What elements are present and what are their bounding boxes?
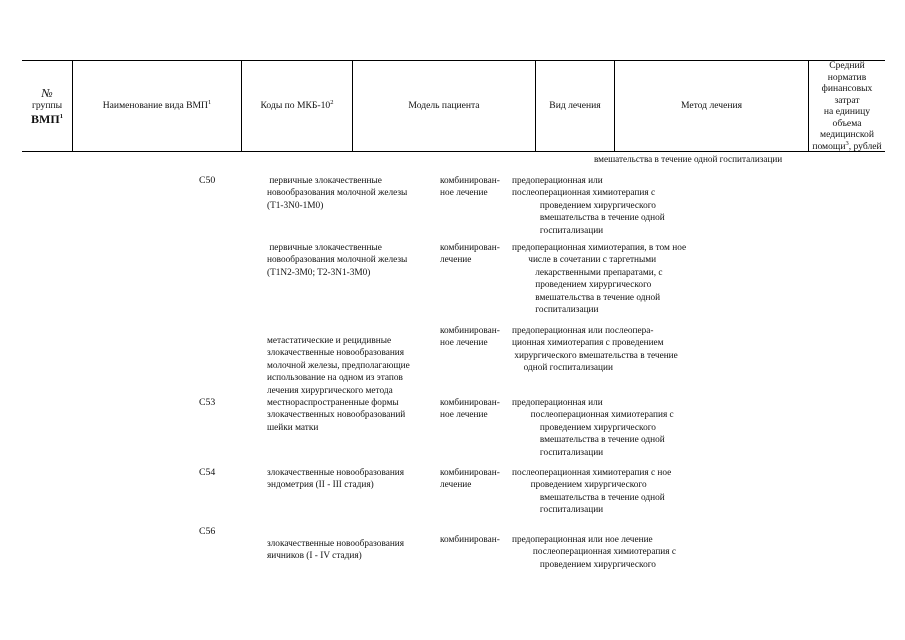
treatment-type: комбинирован- — [440, 535, 500, 545]
header-norm: Средний норматив финансовых затрат на единицу объема медицинской помощи$^3$, рублей — [812, 60, 882, 152]
treatment-method: предоперационная или послеоперационная химиотерапия с проведением хирургического вмешательства в течение одной госпитализации — [512, 176, 665, 236]
patient-model: первичные злокачественные новообразования молочной железы (T1-3N0-1M0) — [267, 176, 408, 211]
patient-model: злокачественные новообразования эндометрия (II - III стадия) — [267, 468, 405, 491]
header-codes: Коды по МКБ-$10^2$ — [260, 99, 334, 112]
header-group-number — [22, 61, 72, 151]
patient-model: первичные злокачественные новообразования молочной железы (T1N2-3M0; T2-3N1-3M0) — [267, 243, 408, 278]
continuation-text: вмешательства в течение одной госпитализации — [594, 154, 783, 164]
patient-model: местнораспространенные формы злокачественных новообразований шейки матки — [267, 398, 406, 433]
icd-code: C56 — [199, 526, 216, 537]
table-header — [22, 60, 885, 152]
icd-code: C50 — [199, 175, 216, 186]
patient-model: метастатические и рецидивные злокачественные новообразования молочной железы, предполагающие использование на одном из этапов лечения хирургического метода — [267, 336, 410, 396]
treatment-method: предоперационная или ное лечение послеоперационная химиотерапия с проведением хирургического — [512, 535, 676, 570]
icd-code: C54 — [199, 467, 216, 478]
header-name: Наименование вида ВМП$^1$ — [102, 99, 212, 112]
patient-model: злокачественные новообразования яичников (I - IV стадия) — [267, 539, 405, 562]
treatment-type: комбинирован- ное лечение — [440, 176, 500, 199]
treatment-method: предоперационная или послеоперационная химиотерапия с проведением хирургического вмешательства в течение одной госпитализации — [512, 398, 674, 458]
header-model: Модель пациента — [408, 100, 480, 112]
treatment-type: комбинирован- лечение — [440, 468, 500, 491]
header-treatment: Вид лечения — [549, 100, 601, 112]
treatment-method: предоперационная химиотерапия, в том ное числе в сочетании с таргетными лекарственными препаратами, с проведением хирургического вмешательства в течение одной госпитализации — [512, 243, 687, 316]
treatment-type: комбинирован- ное лечение — [440, 398, 500, 421]
header-group-number-sign: № — [41, 85, 53, 100]
header-method: Метод лечения — [680, 100, 743, 112]
header-group-number-word: группы — [31, 100, 63, 112]
treatment-type: комбинирован- ное лечение — [440, 326, 500, 349]
header-group-number-vmp: ВМП$^1$ — [31, 111, 63, 126]
treatment-method: послеоперационная химиотерапия с ное проведением хирургического вмешательства в течение одной госпитализации — [512, 468, 672, 516]
treatment-type: комбинирован- лечение — [440, 243, 500, 266]
treatment-method: предоперационная или послеопера- ционная химиотерапия с проведением хирургического вмешательства в течение одной госпитализации — [512, 326, 678, 374]
icd-code: C53 — [199, 397, 216, 408]
